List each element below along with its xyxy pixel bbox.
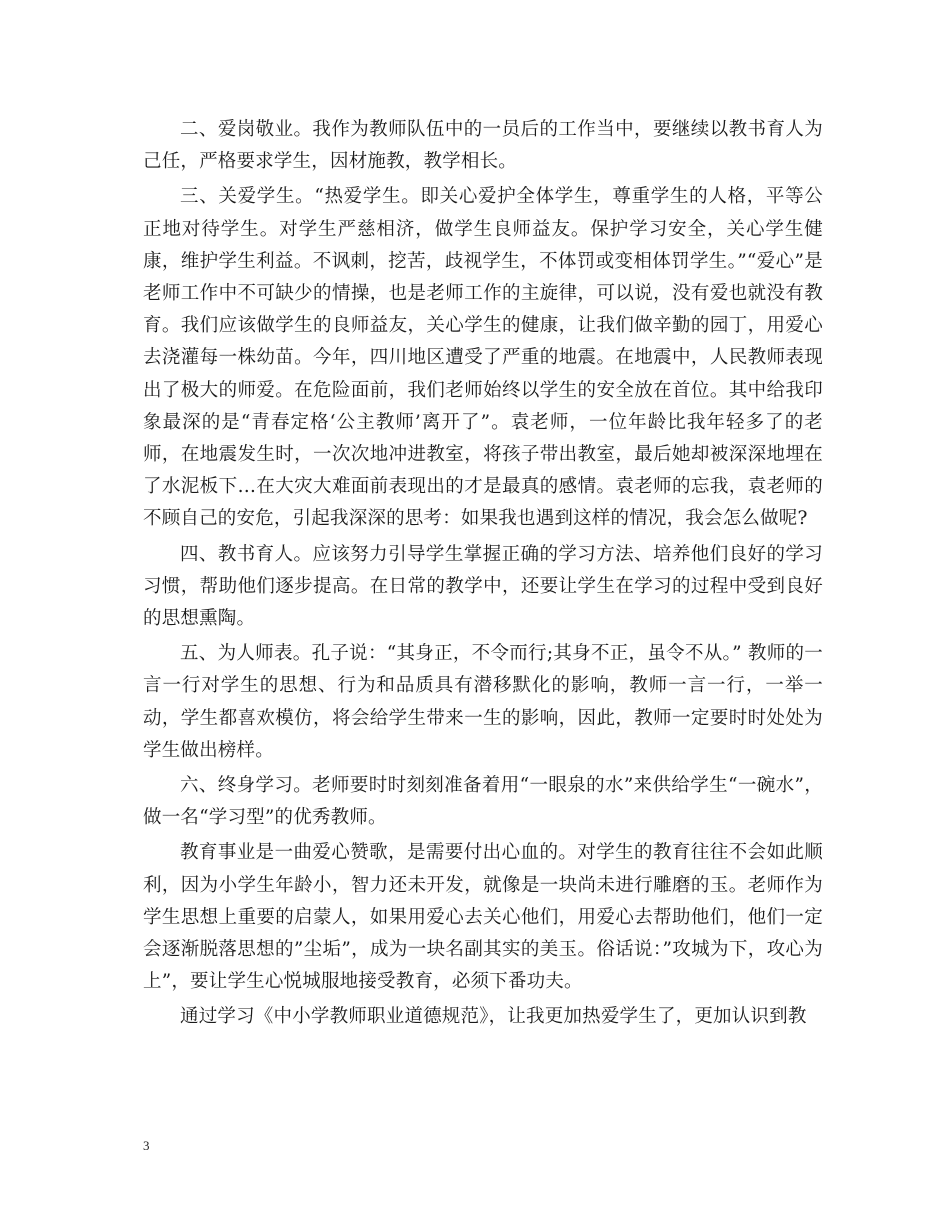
paragraph-love-job: 二、爱岗敬业。我作为教师队伍中的一员后的工作当中，要继续以教书育人为己任，严格要求学生，因材施教，教学相长。 [143, 119, 823, 173]
paragraph-conclusion: 通过学习《中小学教师职业道德规范》，让我更加热爱学生了，更加认识到教 [180, 1006, 807, 1028]
page-number: 3 [143, 1138, 150, 1153]
paragraph-lifelong-learning: 六、终身学习。老师要时时刻刻准备着用“一眼泉的水”来供给学生“一碗水”，做一名“学习型”的优秀教师。 [143, 775, 823, 829]
paragraph-teach-educate: 四、教书育人。应该努力引导学生掌握正确的学习方法、培养他们良好的学习习惯，帮助他们逐步提高。在日常的教学中，还要让学生在学习的过程中受到良好的思想熏陶。 [143, 543, 823, 630]
paragraph-care-students: 三、关爱学生。“热爱学生。即关心爱护全体学生，尊重学生的人格，平等公正地对待学生。对学生严慈相济，做学生良师益友。保护学习安全，关心学生健康，维护学生利益。不讽刺，挖苦，歧视学生，不体罚或变相体罚学生。”“爱心”是老师工作中不可缺少的情操，也是老师工作的主旋律，可以说，没有爱也就没有教育。我们应该做学生的良师益友，关心学生的健康，让我们做辛勤的园丁，用爱心去浇灌每一株幼苗。今年，四川地区遭受了严重的地震。在地震中，人民教师表现出了极大的师爱。在危险面前，我们老师始终以学生的安全放在首位。其中给我印象最深的是“青春定格‘公主教师’离开了”。袁老师，一位年龄比我年轻多了的老师，在地震发生时，一次次地冲进教室，将孩子带出教室，最后她却被深深地埋在了水泥板下…在大灾大难面前表现出的才是最真的感情。袁老师的忘我，袁老师的不顾自己的安危，引起我深深的思考：如果我也遇到这样的情况，我会怎么做呢? [143, 186, 823, 530]
paragraph-role-model: 五、为人师表。孔子说：“其身正，不令而行;其身不正，虽令不从。” 教师的一言一行对学生的思想、行为和品质具有潜移默化的影响，教师一言一行，一举一动，学生都喜欢模仿，将会给学生带来一生的影响，因此，教师一定要时时处处为学生做出榜样。 [143, 643, 823, 761]
paragraph-education-love: 教育事业是一曲爱心赞歌，是需要付出心血的。对学生的教育往往不会如此顺利，因为小学生年龄小，智力还未开发，就像是一块尚未进行雕磨的玉。老师作为学生思想上重要的启蒙人，如果用爱心去关心他们，用爱心去帮助他们，他们一定会逐渐脱落思想的”尘垢”，成为一块名副其实的美玉。俗话说：”攻城为下，攻心为上”，要让学生心悦城服地接受教育，必须下番功夫。 [143, 842, 823, 993]
document-body [143, 114, 823, 1037]
